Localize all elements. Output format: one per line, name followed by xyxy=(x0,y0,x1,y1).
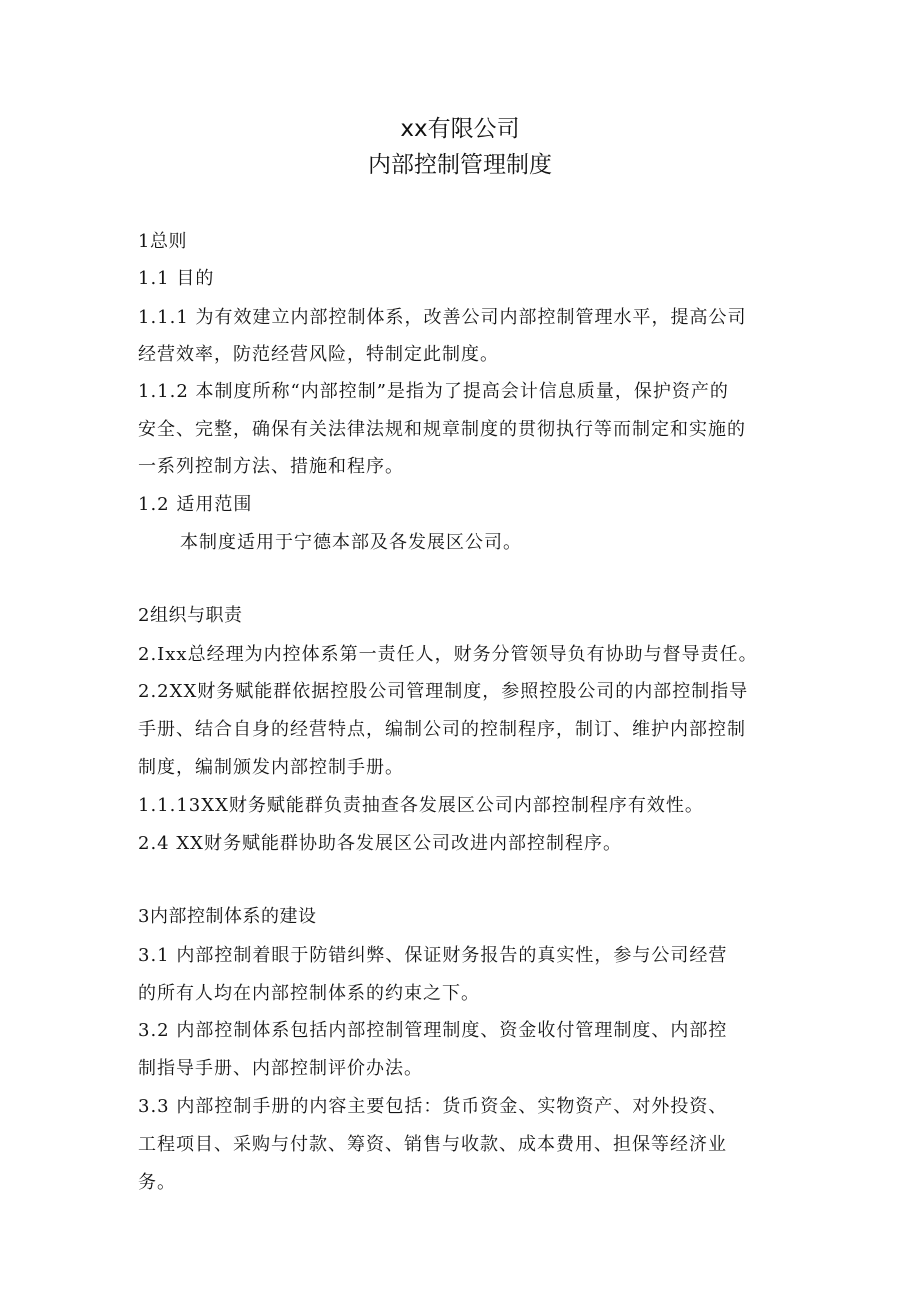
section-2-heading: 2组织与职责 xyxy=(138,605,243,626)
paragraph-line: 2.2XX财务赋能群依据控股公司管理制度，参照控股公司的内部控制指导 xyxy=(138,681,749,702)
paragraph-line: 1.1.2 本制度所称“内部控制”是指为了提高会计信息质量，保护资产的 xyxy=(138,381,729,402)
paragraph-line: 制指导手册、内部控制评价办法。 xyxy=(138,1058,423,1079)
paragraph-line: 一系列控制方法、措施和程序。 xyxy=(138,456,404,477)
section-3-heading: 3内部控制体系的建设 xyxy=(138,906,317,927)
paragraph-line: 本制度适用于宁德本部及各发展区公司。 xyxy=(180,532,522,553)
paragraph-line: 的所有人均在内部控制体系的约束之下。 xyxy=(138,983,480,1004)
paragraph-line: 制度，编制颁发内部控制手册。 xyxy=(138,757,404,778)
paragraph-line: 安全、完整，确保有关法律法规和规章制度的贯彻执行等而制定和实施的 xyxy=(138,419,746,440)
paragraph-line: 3.2 内部控制体系包括内部控制管理制度、资金收付管理制度、内部控 xyxy=(138,1020,728,1041)
paragraph-line: 务。 xyxy=(138,1172,176,1193)
section-1-heading: 1总则 xyxy=(138,231,187,252)
paragraph-line: 手册、结合自身的经营特点，编制公司的控制程序，制订、维护内部控制 xyxy=(138,719,746,740)
paragraph-line: 2.Ixx总经理为内控体系第一责任人，财务分管领导负有协助与督导责任。 xyxy=(138,644,758,665)
paragraph-line: 1.1.1 为有效建立内部控制体系，改善公司内部控制管理水平，提高公司 xyxy=(138,307,747,328)
section-1-1-heading: 1.1 目的 xyxy=(138,268,215,289)
paragraph-line: 工程项目、采购与付款、筹资、销售与收款、成本费用、担保等经济业 xyxy=(138,1134,727,1155)
paragraph-line: 1.1.13XX财务赋能群负责抽查各发展区公司内部控制程序有效性。 xyxy=(138,795,704,816)
document-title: 内部控制管理制度 xyxy=(368,152,552,178)
paragraph-line: 3.1 内部控制着眼于防错纠弊、保证财务报告的真实性，参与公司经营 xyxy=(138,945,728,966)
paragraph-line: 经营效率，防范经营风险，特制定此制度。 xyxy=(138,344,499,365)
paragraph-line: 3.3 内部控制手册的内容主要包括：货币资金、实物资产、对外投资、 xyxy=(138,1096,728,1117)
section-1-2-heading: 1.2 适用范围 xyxy=(138,494,253,515)
company-name: xx有限公司 xyxy=(400,116,520,142)
paragraph-line: 2.4 XX财务赋能群协助各发展区公司改进内部控制程序。 xyxy=(138,833,622,854)
